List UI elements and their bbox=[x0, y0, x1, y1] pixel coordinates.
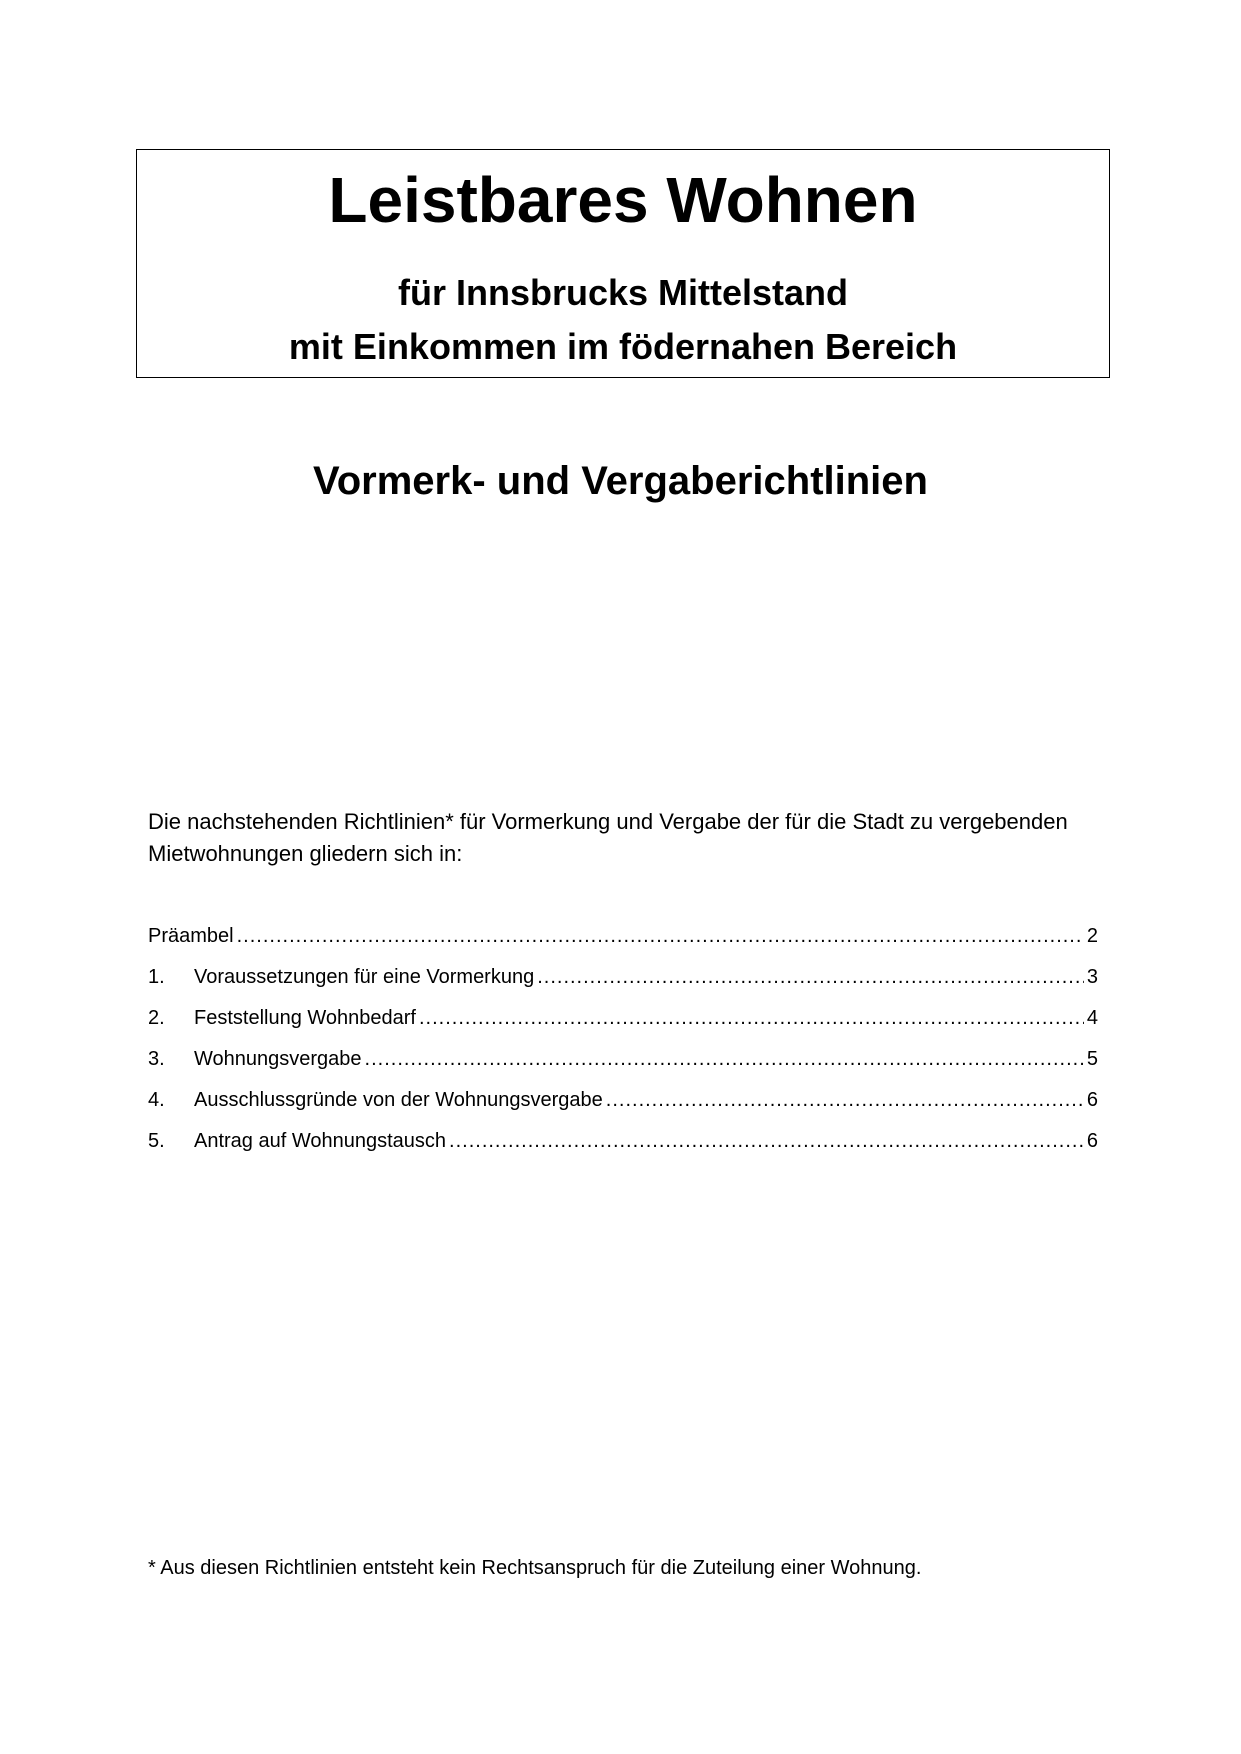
title-box bbox=[136, 149, 1110, 378]
toc-leader-dots bbox=[606, 1086, 1084, 1114]
toc-entry-number: 5. bbox=[148, 1130, 165, 1152]
toc-entry-page: 6 bbox=[1086, 1130, 1098, 1152]
toc-entry-page: 6 bbox=[1086, 1089, 1098, 1111]
toc-leader-dots bbox=[449, 1127, 1084, 1155]
toc-entry-label: Voraussetzungen für eine Vormerkung bbox=[194, 966, 535, 988]
toc-entry-number: 3. bbox=[148, 1048, 165, 1070]
toc-entry-label: Wohnungsvergabe bbox=[194, 1048, 362, 1070]
toc-entry[interactable] bbox=[148, 1004, 1098, 1045]
section-title: Vormerk- und Vergaberichtlinien bbox=[313, 459, 928, 503]
toc-entry[interactable] bbox=[148, 922, 1098, 963]
toc-entry-page: 5 bbox=[1086, 1048, 1098, 1070]
toc-entry-number: 4. bbox=[148, 1089, 165, 1111]
toc-entry[interactable] bbox=[148, 1045, 1098, 1086]
toc-entry-number: 1. bbox=[148, 966, 165, 988]
toc-entry[interactable] bbox=[148, 1086, 1098, 1127]
toc-entry-number: 2. bbox=[148, 1007, 165, 1029]
toc-entry[interactable] bbox=[148, 1127, 1098, 1168]
footnote: * Aus diesen Richtlinien entsteht kein Rechtsanspruch für die Zuteilung einer Wohnung. bbox=[148, 1557, 922, 1579]
toc-entry-page: 2 bbox=[1086, 925, 1098, 947]
toc-leader-dots bbox=[237, 922, 1084, 950]
toc-leader-dots bbox=[419, 1004, 1084, 1032]
table-of-contents bbox=[148, 922, 1098, 1168]
document-title: Leistbares Wohnen bbox=[328, 164, 918, 236]
toc-entry-label: Ausschlussgründe von der Wohnungsvergabe bbox=[194, 1089, 603, 1111]
toc-leader-dots bbox=[537, 963, 1084, 991]
toc-leader-dots bbox=[365, 1045, 1084, 1073]
intro-paragraph: Die nachstehenden Richtlinien* für Vormerkung und Vergabe der für die Stadt zu vergebenden Mietwohnungen gliedern sich in: bbox=[148, 809, 1068, 866]
toc-entry-label: Antrag auf Wohnungstausch bbox=[194, 1130, 447, 1152]
toc-entry-page: 4 bbox=[1086, 1007, 1098, 1029]
toc-entry-label: Präambel bbox=[148, 925, 234, 947]
toc-entry-label: Feststellung Wohnbedarf bbox=[194, 1007, 416, 1029]
toc-entry[interactable] bbox=[148, 963, 1098, 1004]
subtitle-line-2: mit Einkommen im födernahen Bereich bbox=[288, 326, 958, 367]
toc-entry-page: 3 bbox=[1086, 966, 1098, 988]
subtitle-line-1: für Innsbrucks Mittelstand bbox=[397, 272, 849, 313]
